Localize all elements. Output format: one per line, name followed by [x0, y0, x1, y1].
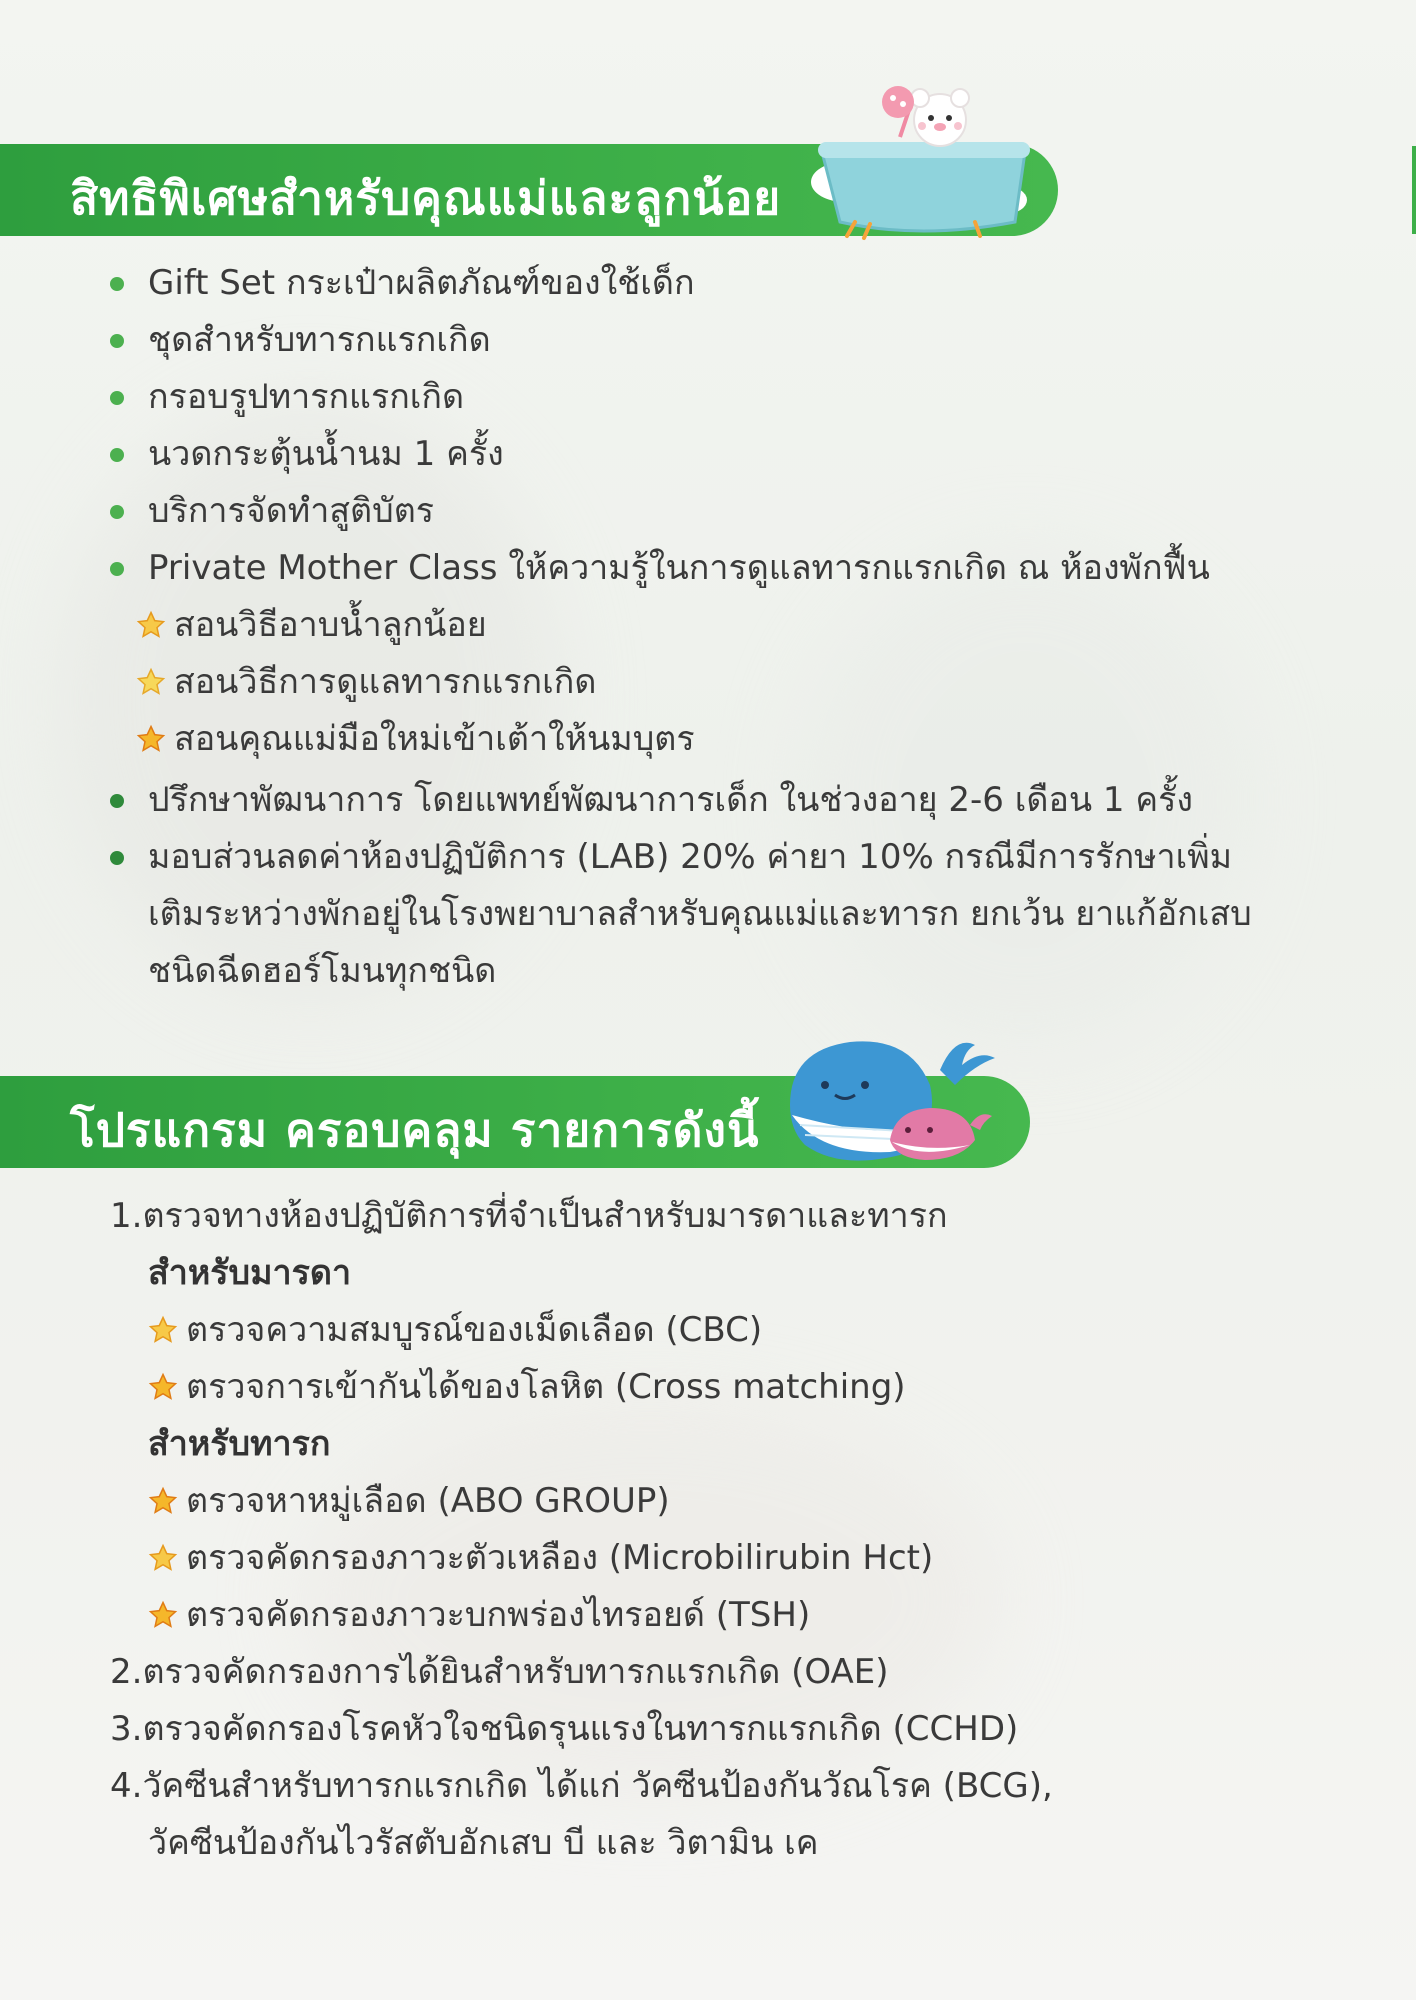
star-icon	[148, 1543, 178, 1573]
program-list	[110, 1188, 1053, 1872]
edge-accent	[1412, 146, 1416, 234]
list-item-continuation: เติมระหว่างพักอยู่ในโรงพยาบาลสำหรับคุณแม่และทารก ยกเว้น ยาแก้อักเสบ	[148, 894, 1252, 934]
list-item: บริการจัดทำสูติบัตร	[110, 483, 1252, 540]
list-item: Gift Set กระเป๋าผลิตภัณฑ์ของใช้เด็ก	[110, 255, 1252, 312]
section1-title: สิทธิพิเศษสำหรับคุณแม่และลูกน้อย	[70, 171, 782, 225]
star-icon	[136, 724, 166, 754]
list-item: Private Mother Class ให้ความรู้ในการดูแลทารกแรกเกิด ณ ห้องพักฟื้น	[110, 540, 1252, 597]
sub-list-item: ตรวจหาหมู่เลือด (ABO GROUP)	[110, 1473, 1053, 1530]
sub-list-item: ตรวจคัดกรองภาวะบกพร่องไทรอยด์ (TSH)	[110, 1587, 1053, 1644]
star-icon	[148, 1486, 178, 1516]
list-item: นวดกระตุ้นน้ำนม 1 ครั้ง	[110, 426, 1252, 483]
list-item: 2.ตรวจคัดกรองการได้ยินสำหรับทารกแรกเกิด (OAE)	[110, 1652, 889, 1692]
list-item: 4.วัคซีนสำหรับทารกแรกเกิด ได้แก่ วัคซีนป้องกันวัณโรค (BCG),	[110, 1766, 1053, 1806]
star-icon	[136, 667, 166, 697]
bear-in-bathtub-icon	[800, 72, 1040, 252]
sub-list-item: ตรวจคัดกรองภาวะตัวเหลือง (Microbilirubin Hct)	[110, 1530, 1053, 1587]
star-icon	[148, 1315, 178, 1345]
privileges-list	[110, 255, 1252, 1000]
list-item: ชุดสำหรับทารกแรกเกิด	[110, 312, 1252, 369]
star-icon	[148, 1600, 178, 1630]
whale-icon	[780, 1030, 1020, 1170]
list-item: กรอบรูปทารกแรกเกิด	[110, 369, 1252, 426]
mother-heading: สำหรับมารดา	[148, 1253, 352, 1293]
star-icon	[148, 1372, 178, 1402]
list-item: มอบส่วนลดค่าห้องปฏิบัติการ (LAB) 20% ค่ายา 10% กรณีมีการรักษาเพิ่ม	[110, 829, 1252, 886]
list-item: ปรึกษาพัฒนาการ โดยแพทย์พัฒนาการเด็ก ในช่วงอายุ 2-6 เดือน 1 ครั้ง	[110, 772, 1252, 829]
sub-list-item: สอนวิธีการดูแลทารกแรกเกิด	[110, 654, 1252, 711]
star-icon	[136, 610, 166, 640]
list-item: 1.ตรวจทางห้องปฏิบัติการที่จำเป็นสำหรับมารดาและทารก	[110, 1196, 948, 1236]
sub-list-item: สอนคุณแม่มือใหม่เข้าเต้าให้นมบุตร	[110, 711, 1252, 768]
list-item-continuation: ชนิดฉีดฮอร์โมนทุกชนิด	[148, 951, 497, 991]
sub-list-item: ตรวจการเข้ากันได้ของโลหิต (Cross matching)	[110, 1359, 1053, 1416]
list-item-continuation: วัคซีนป้องกันไวรัสตับอักเสบ บี และ วิตามิน เค	[148, 1823, 819, 1863]
sub-list-item: ตรวจความสมบูรณ์ของเม็ดเลือด (CBC)	[110, 1302, 1053, 1359]
section2-title: โปรแกรม ครอบคลุม รายการดังนี้	[70, 1103, 760, 1157]
sub-list-item: สอนวิธีอาบน้ำลูกน้อย	[110, 597, 1252, 654]
list-item: 3.ตรวจคัดกรองโรคหัวใจชนิดรุนแรงในทารกแรกเกิด (CCHD)	[110, 1709, 1019, 1749]
baby-heading: สำหรับทารก	[148, 1424, 331, 1464]
